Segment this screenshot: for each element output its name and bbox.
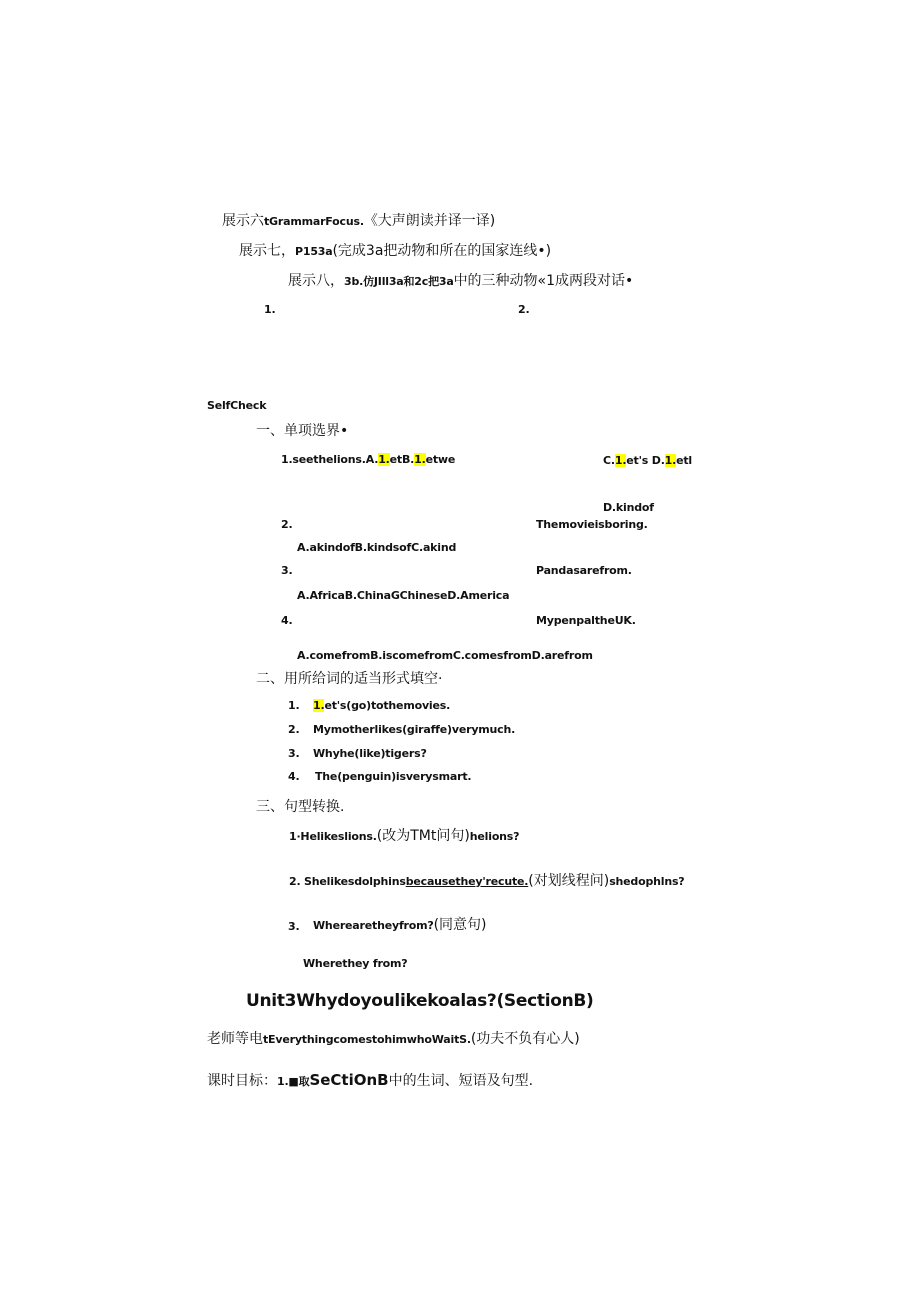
transform-1-sentence: 1·Helikeslions. [289, 830, 377, 843]
goal-label: 课时目标： [207, 1073, 277, 1089]
q1r-highlight-1: 1. [614, 454, 627, 467]
transform-3-answer: Wherethey from? [303, 957, 408, 970]
q1r-text-a: C. [603, 454, 615, 467]
q1r-text-c: etl [676, 454, 692, 467]
display-six-topic: tGrammarFocus. [264, 215, 364, 228]
q2-options: A.akindofB.kindsofC.akind [297, 541, 457, 554]
goal-number: 1.■取 [277, 1075, 310, 1088]
fill-item-4-text: The(penguin)isverysmart. [315, 770, 472, 783]
dialog-number-1: 1. [264, 303, 276, 316]
display-eight-topic: 3b.仿JIll3a和2c把3a [344, 275, 454, 288]
q3-options: A.AfricaB.ChinaGChineseD.America [297, 589, 510, 602]
transform-3-number: 3. [288, 920, 300, 933]
fill-item-2-number: 2. [288, 723, 300, 736]
transform-2-instruction: (对划线程问) [528, 873, 610, 889]
q2-number: 2. [281, 518, 293, 531]
fill-item-1 [313, 697, 450, 715]
q1-text-a: 1.seethelions.A. [281, 453, 379, 466]
motto-english: tEverythingcomestohimwhoWaitS. [263, 1033, 471, 1046]
goal-text: 中的生词、短语及句型. [388, 1073, 534, 1089]
transform-3 [313, 916, 487, 935]
fill-item-2-text: Mymotherlikes(giraffe)verymuch. [313, 723, 516, 736]
q1-highlight-2: 1. [414, 453, 426, 466]
transform-3-sentence: Wherearetheyfrom? [313, 919, 434, 932]
q1r-text-b: et's D. [626, 454, 665, 467]
display-eight-line [288, 272, 633, 291]
fill-item-3-text: Whyhe(like)tigers? [313, 747, 427, 760]
q1-option-d: D.kindof [603, 501, 654, 514]
transform-2-underlined: becausethey'recute. [405, 875, 529, 888]
transform-1-answer: helions? [469, 830, 520, 843]
transform-2-answer: shedophlns? [609, 875, 685, 888]
part2-heading: 二、用所给词的适当形式填空· [256, 671, 443, 687]
q3-number: 3. [281, 564, 293, 577]
display-six-note: 《大声朗读并译一译) [363, 213, 496, 229]
q4-text: MypenpaltheUK. [536, 614, 636, 627]
motto-label: 老师等电 [207, 1031, 263, 1047]
self-check-title: SelfCheck [207, 399, 267, 412]
fill-item-4-number: 4. [288, 770, 300, 783]
transform-2-sentence: 2. Shelikesdolphins [289, 875, 406, 888]
q1-right [603, 452, 692, 470]
display-six-label: 展示六 [222, 213, 264, 229]
transform-1 [289, 827, 519, 846]
q3-text: Pandasarefrom. [536, 564, 632, 577]
fill-item-1-highlight: 1. [313, 699, 325, 712]
transform-2 [289, 872, 685, 891]
part1-heading: 一、单项选界• [256, 423, 349, 439]
transform-1-instruction: (改为TMt问句) [376, 828, 470, 844]
q1-left [281, 451, 455, 469]
unit-title: Unit3Whydoyoulikekoalas?(SectionB) [246, 991, 594, 1011]
dialog-number-2: 2. [518, 303, 530, 316]
transform-3-instruction: (同意句) [433, 917, 487, 933]
motto-line [207, 1030, 580, 1049]
fill-item-1-number: 1. [288, 699, 300, 712]
motto-chinese: (功夫不负有心人) [470, 1031, 580, 1047]
q1-text-c: etwe [425, 453, 456, 466]
fill-item-1-text: et's(go)tothemovies. [324, 699, 451, 712]
display-eight-note: 中的三种动物«1成两段对话• [453, 273, 634, 289]
lesson-goal-line [207, 1069, 533, 1093]
display-six-line [222, 212, 495, 231]
q2-text: Themovieisboring. [536, 518, 648, 531]
q1-text-b: etB. [389, 453, 415, 466]
display-seven-note: (完成3a把动物和所在的国家连线•) [332, 243, 552, 259]
display-seven-line [239, 242, 551, 261]
q1r-highlight-2: 1. [664, 454, 677, 467]
q1-highlight-1: 1. [378, 453, 390, 466]
q4-number: 4. [281, 614, 293, 627]
display-seven-topic: P153a [295, 245, 333, 258]
display-eight-label: 展示八， [288, 273, 344, 289]
goal-section: SeCtiOnB [309, 1071, 389, 1089]
fill-item-3-number: 3. [288, 747, 300, 760]
q4-options: A.comefromB.iscomefromC.comesfromD.arefrom [297, 649, 593, 662]
part3-heading: 三、句型转换. [256, 799, 345, 815]
display-seven-label: 展示七， [239, 243, 295, 259]
